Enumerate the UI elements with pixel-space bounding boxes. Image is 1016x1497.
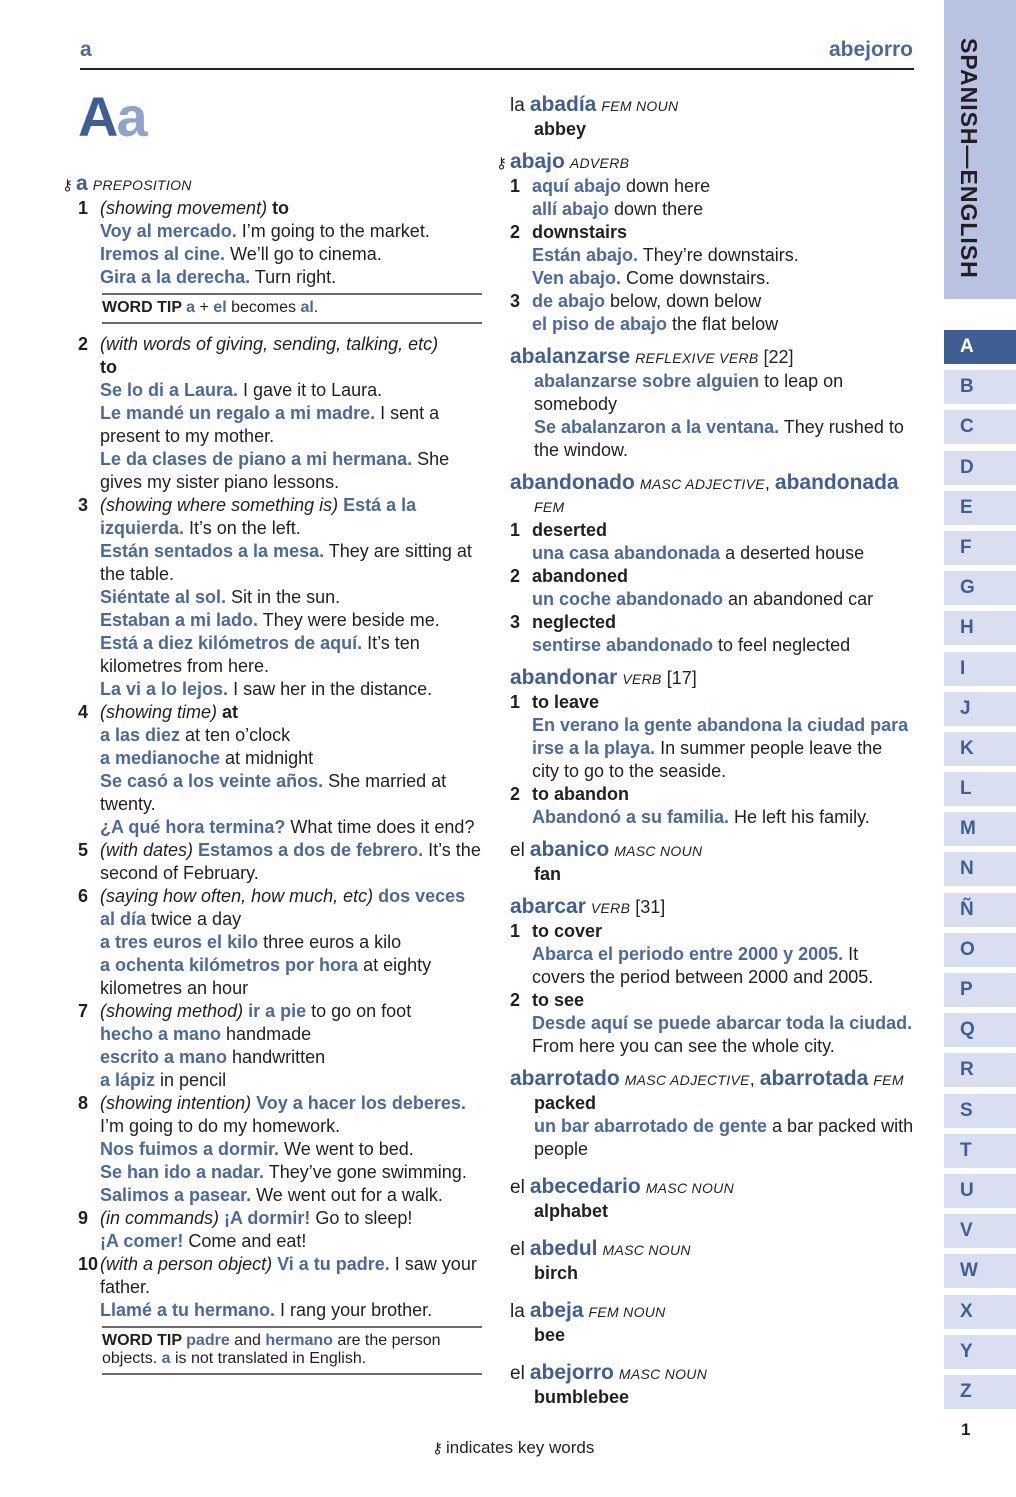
section-title: SPANISH—ENGLISH (956, 38, 982, 279)
alphabet-tab-10[interactable]: J (944, 692, 1016, 726)
alphabet-tab-22[interactable]: U (944, 1174, 1016, 1208)
entry-abandonar: abandonar VERB [17] 1 to leave En verano la gente abandona la ciudad para irse a la playa. In summer people leave the city to go to the seaside. 2 to abandon Abandonó a su familia. He left his family. (510, 666, 909, 827)
sense-6: 6 (saying how often, how much, etc) dos veces al día twice a day a tres euros el kilo three euros a kilo a ochenta kilómetros por hora at eighty kilometres an hour (78, 886, 466, 998)
entry-abejorro: el abejorro MASC NOUN bumblebee (510, 1361, 708, 1407)
alphabet-tab-11[interactable]: K (944, 732, 1016, 766)
sense-8: 8 (showing intention) Voy a hacer los deberes. I’m going to do my homework. Nos fuimos a dormir. We went to bed. Se han ido a nadar. They’ve gone swimming. Salimos a pasear. We went out for a walk. (78, 1093, 467, 1205)
entry-abarrotado: abarrotado MASC ADJECTIVE, abarrotada FEM packed un bar abarrotado de gente a bar packed with people (510, 1067, 914, 1159)
alphabet-index (944, 330, 1016, 1415)
alphabet-tab-6[interactable]: F (944, 531, 1016, 565)
alphabet-tab-19[interactable]: R (944, 1053, 1016, 1087)
column-left (62, 172, 482, 1375)
entry-abecedario: el abecedario MASC NOUN alphabet (510, 1175, 734, 1221)
alphabet-tab-5[interactable]: E (944, 491, 1016, 525)
alphabet-tab-20[interactable]: S (944, 1094, 1016, 1128)
alphabet-tab-12[interactable]: L (944, 772, 1016, 806)
alphabet-tab-13[interactable]: M (944, 812, 1016, 846)
entry-a (62, 172, 482, 197)
entry-abedul: el abedul MASC NOUN birch (510, 1237, 691, 1283)
alphabet-tab-2[interactable]: B (944, 370, 1016, 404)
entry-abarcar: abarcar VERB [31] 1 to cover Abarca el periodo entre 2000 y 2005. It covers the period between 2000 and 2005. 2 to see Desde aquí se puede abarcar toda la ciudad. From here you can see the whole city. (510, 895, 913, 1056)
entry-abanico: el abanico MASC NOUN fan (510, 838, 703, 884)
alphabet-tab-26[interactable]: Y (944, 1335, 1016, 1369)
header-last-word: abejorro (828, 38, 913, 61)
section-letter: Aa (78, 85, 146, 148)
sense-10: 10 (with a person object) Vi a tu padre. I saw your father. Llamé a tu hermano. I rang your brother. (78, 1254, 477, 1320)
word-tip-box: WORD TIP a + el becomes al. (102, 293, 482, 324)
alphabet-tab-17[interactable]: P (944, 973, 1016, 1007)
alphabet-tab-8[interactable]: H (944, 611, 1016, 645)
alphabet-tab-27[interactable]: Z (944, 1375, 1016, 1409)
entry-abajo: ⚷ abajo ADVERB 1 aquí abajo down here allí abajo down there 2 downstairs Están abajo. They’re downstairs. Ven abajo. Come downstairs. 3 de abajo below, down below el piso de abajo the flat below (496, 150, 799, 334)
key-word-icon: ⚷ (62, 177, 73, 194)
alphabet-tab-23[interactable]: V (944, 1214, 1016, 1248)
part-of-speech: PREPOSITION (92, 177, 192, 193)
sense-5: 5 (with dates) Estamos a dos de febrero. It’s the second of February. (78, 840, 481, 883)
key-word-icon: ⚷ (432, 1440, 443, 1457)
entry-abeja: la abeja FEM NOUN bee (510, 1299, 666, 1345)
alphabet-tab-16[interactable]: O (944, 933, 1016, 967)
alphabet-tab-7[interactable]: G (944, 571, 1016, 605)
page-number: 1 (961, 1420, 971, 1439)
word-tip-box: WORD TIP padre and hermano are the person objects. a is not translated in English. (102, 1326, 482, 1375)
sense-9: 9 (in commands) ¡A dormir! Go to sleep! ¡A comer! Come and eat! (78, 1208, 413, 1251)
sense-2: 2 (with words of giving, sending, talking, etc) to Se lo di a Laura. I gave it to Laura. Le mandé un regalo a mi madre. I sent a present to my mother. Le da clases de piano a mi hermana. She gives my sister piano lessons. (78, 334, 450, 492)
header-first-word: a (80, 38, 92, 61)
entry-abandonado: abandonado MASC ADJECTIVE, abandonada FEM 1 deserted una casa abandonada a deserted house 2 abandoned un coche abandonado an abandoned car 3 neglected sentirse abandonado to feel neglected (510, 471, 899, 655)
alphabet-tab-25[interactable]: X (944, 1295, 1016, 1329)
alphabet-tab-15[interactable]: Ñ (944, 893, 1016, 927)
alphabet-tab-24[interactable]: W (944, 1254, 1016, 1288)
entry-abalanzarse: abalanzarse REFLEXIVE VERB [22] abalanzarse sobre alguien to leap on somebody Se abalanzaron a la ventana. They rushed to the window. (510, 345, 904, 460)
headword: a (76, 172, 88, 195)
alphabet-tab-18[interactable]: Q (944, 1013, 1016, 1047)
footer-note: ⚷ indicates key words (432, 1438, 595, 1457)
header-rule (80, 68, 914, 70)
sense-7: 7 (showing method) ir a pie to go on foot hecho a mano handmade escrito a mano handwritten a lápiz in pencil (78, 1001, 412, 1090)
sense-3: 3 (showing where something is) Está a la izquierda. It’s on the left. Están sentados a la mesa. They are sitting at the table. Siéntate al sol. Sit in the sun. Estaban a mi lado. They were beside me. Está a diez kilómetros de aquí. It’s ten kilometres from here. La vi a lo lejos. I saw her in the distance. (78, 495, 472, 699)
alphabet-tab-4[interactable]: D (944, 451, 1016, 485)
alphabet-tab-21[interactable]: T (944, 1134, 1016, 1168)
alphabet-tab-14[interactable]: N (944, 852, 1016, 886)
alphabet-tab-9[interactable]: I (944, 652, 1016, 686)
entry-abadia: la abadía FEM NOUN abbey (510, 93, 679, 139)
column-right (496, 93, 914, 1409)
alphabet-tab-1[interactable]: A (944, 330, 1016, 364)
alphabet-tab-3[interactable]: C (944, 410, 1016, 444)
key-word-icon: ⚷ (496, 155, 507, 172)
sense-1: 1 (showing movement) to Voy al mercado. I’m going to the market. Iremos al cine. We’ll go to cinema. Gira a la derecha. Turn right. (78, 198, 430, 287)
sense-4: 4 (showing time) at a las diez at ten o’clock a medianoche at midnight Se casó a los veinte años. She married at twenty. ¿A qué hora termina? What time does it end? (78, 702, 475, 837)
